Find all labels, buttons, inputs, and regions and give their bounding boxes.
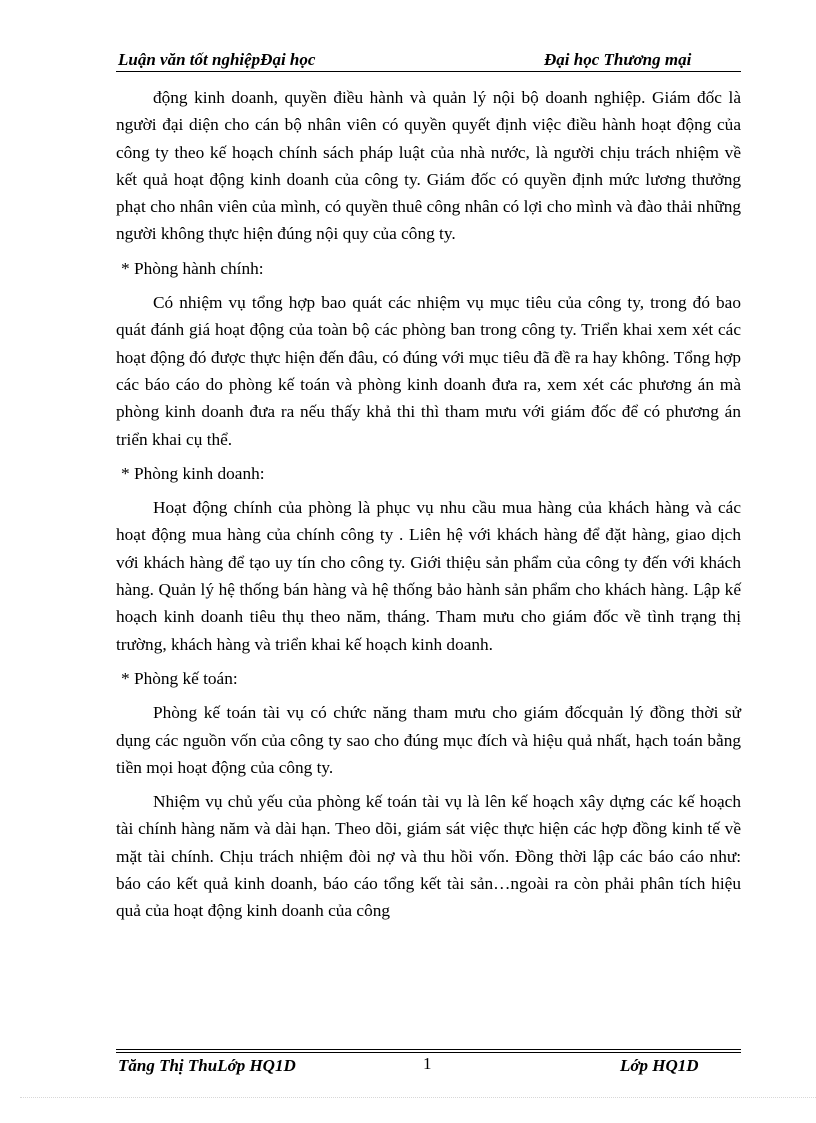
page-footer bbox=[116, 1054, 741, 1078]
footer-class: Lớp HQ1D bbox=[620, 1056, 699, 1075]
header-thesis-title: Luận văn tốt nghiệpĐại học bbox=[118, 50, 316, 69]
page-number: 1 bbox=[423, 1054, 432, 1073]
footer-divider-bottom bbox=[116, 1052, 741, 1053]
header-divider bbox=[116, 71, 741, 72]
footer-author: Tăng Thị ThuLớp HQ1D bbox=[118, 1056, 296, 1075]
page-bottom-edge bbox=[20, 1097, 816, 1098]
section-heading-admin: * Phòng hành chính: bbox=[121, 258, 264, 278]
footer-divider-top bbox=[116, 1049, 741, 1050]
paragraph-accounting-function: Phòng kế toán tài vụ có chức năng tham mưu cho giám đốcquản lý đồng thời sử dụng các nguồn vốn của công ty sao cho đúng mục đích và hiệu quả nhất, hạch toán bằng tiền mọi hoạt động của công ty. bbox=[116, 703, 741, 777]
page-header bbox=[116, 48, 741, 72]
paragraph-business-duties: Hoạt động chính của phòng là phục vụ nhu cầu mua hàng của khách hàng và các hoạt động mua hàng của chính công ty . Liên hệ với khách hàng để đặt hàng, giao dịch với khách hàng để tạo uy tín cho công ty. Giới thiệu sản phẩm của công ty đến với khách hàng. Quản lý hệ thống bán hàng và hệ thống bảo hành sản phẩm cho khách hàng. Lập kế hoạch kinh doanh tiêu thụ theo năm, tháng. Tham mưu cho giám đốc về tình trạng thị trường, khách hàng và triển khai kế hoạch kinh doanh. bbox=[116, 498, 741, 654]
section-heading-business: * Phòng kinh doanh: bbox=[121, 463, 265, 483]
document-body bbox=[116, 84, 741, 925]
paragraph-admin-duties: Có nhiệm vụ tổng hợp bao quát các nhiệm vụ mục tiêu của công ty, trong đó bao quát đánh giá hoạt động của toàn bộ các phòng ban trong công ty. Triển khai xem xét các hoạt động đó được thực hiện đến đâu, có đúng với mục tiêu đã đề ra hay không. Tổng hợp các báo cáo do phòng kế toán và phòng kinh doanh đưa ra, xem xét các phương án mà phòng kinh doanh đưa ra nếu thấy khả thi thì tham mưu với giám đốc để có phương án triển khai cụ thể. bbox=[116, 293, 741, 449]
header-university: Đại học Thương mại bbox=[544, 50, 692, 69]
section-heading-accounting: * Phòng kế toán: bbox=[121, 668, 238, 688]
paragraph-accounting-duties: Nhiệm vụ chủ yếu của phòng kế toán tài vụ là lên kế hoạch xây dựng các kế hoạch tài chính hàng năm và dài hạn. Theo dõi, giám sát việc thực hiện các hợp đồng kinh tế về mặt tài chính. Chịu trách nhiệm đòi nợ và thu hồi vốn. Đồng thời lập các báo cáo như: báo cáo kết quả kinh doanh, báo cáo tổng kết tài sản…ngoài ra còn phải phân tích hiệu quả của hoạt động kinh doanh của công bbox=[116, 792, 741, 921]
paragraph-director-duties: động kinh doanh, quyền điều hành và quản lý nội bộ doanh nghiệp. Giám đốc là người đại diện cho cán bộ nhân viên có quyền quyết định việc điều hành hoạt động của công ty theo kế hoạch chính sách pháp luật của nhà nước, là người chịu trách nhiệm về kết quả hoạt động kinh doanh của công ty. Giám đốc có quyền định mức lương thưởng phạt cho nhân viên của mình, có quyền thuê công nhân có lợi cho mình và đào thải những người không thực hiện đúng nội quy của công ty. bbox=[116, 88, 741, 244]
